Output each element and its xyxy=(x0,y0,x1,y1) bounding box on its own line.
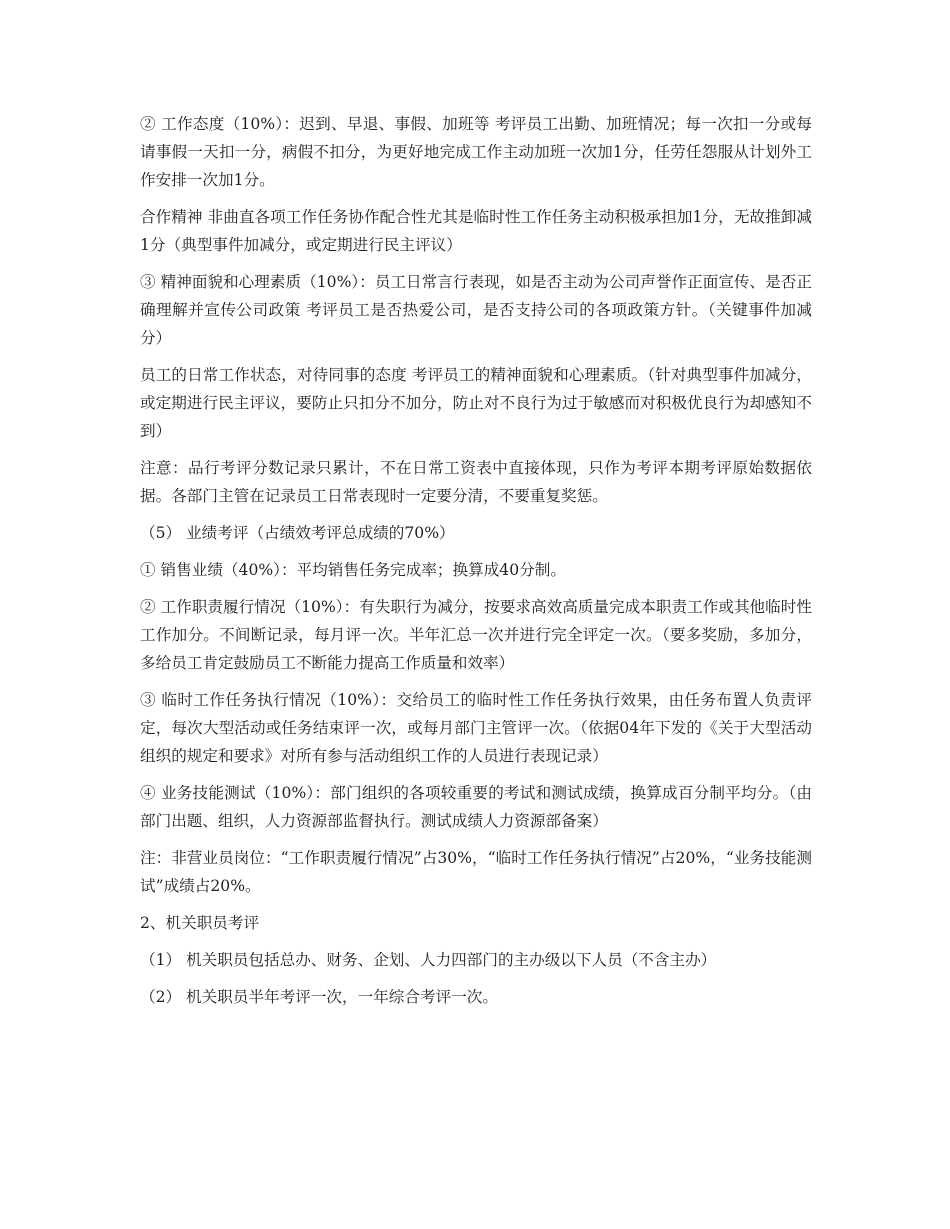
paragraph-staff-frequency: （2） 机关职员半年考评一次，一年综合考评一次。 xyxy=(140,988,498,1006)
paragraph-sales-performance: ① 销售业绩（40%）：平均销售任务完成率；换算成40分制。 xyxy=(140,561,566,579)
document-body xyxy=(140,110,812,1020)
paragraph-note-non-sales: 注：非营业员岗位：“工作职责履行情况”占30%，“临时工作任务执行情况”占20%，“业务技能测试”成绩占20%。 xyxy=(140,849,812,895)
paragraph-staff-scope: （1） 机关职员包括总办、财务、企划、人力四部门的主办级以下人员（不含主办） xyxy=(140,951,717,969)
paragraph-skill-test: ④ 业务技能测试（10%）：部门组织的各项较重要的考试和测试成绩，换算成百分制平均分。（由部门出题、组织，人力资源部监督执行。测试成绩人力资源部备案） xyxy=(140,784,812,830)
paragraph-temporary-tasks: ③ 临时工作任务执行情况（10%）：交给员工的临时性工作任务执行效果，由任务布置人负责评定，每次大型活动或任务结束评一次，或每月部门主管评一次。（依据04年下发的《关于大型活动组织的规定和要求》对所有参与活动组织工作的人员进行表现记录） xyxy=(140,691,812,765)
paragraph-note-conduct: 注意：品行考评分数记录只累计，不在日常工资表中直接体现，只作为考评本期考评原始数据依据。各部门主管在记录员工日常表现时一定要分清，不要重复奖惩。 xyxy=(140,459,812,505)
paragraph-duty-fulfillment: ② 工作职责履行情况（10%）：有失职行为减分，按要求高效高质量完成本职责工作或其他临时性工作加分。不间断记录，每月评一次。半年汇总一次并进行完全评定一次。（要多奖励，多加分，多给员工肯定鼓励员工不断能力提高工作质量和效率） xyxy=(140,598,812,672)
paragraph-cooperation: 合作精神 非曲直各项工作任务协作配合性尤其是临时性工作任务主动积极承担加1分，无故推卸减1分（典型事件加减分，或定期进行民主评议） xyxy=(140,208,812,254)
section-heading-staff-evaluation: 2、机关职员考评 xyxy=(140,914,260,932)
paragraph-work-attitude: ② 工作态度（10%）：迟到、早退、事假、加班等 考评员工出勤、加班情况；每一次扣一分或每请事假一天扣一分，病假不扣分，为更好地完成工作主动加班一次加1分，任劳任怨服从计划外工作安排一次加1分。 xyxy=(140,115,812,189)
paragraph-spirit-mentality: ③ 精神面貌和心理素质（10%）：员工日常言行表现，如是否主动为公司声誉作正面宣传、是否正确理解并宣传公司政策 考评员工是否热爱公司，是否支持公司的各项政策方针。（关键事件加减分） xyxy=(140,273,812,347)
paragraph-performance-heading: （5） 业绩考评（占绩效考评总成绩的70%） xyxy=(140,524,455,542)
paragraph-daily-state: 员工的日常工作状态，对待同事的态度 考评员工的精神面貌和心理素质。（针对典型事件加减分，或定期进行民主评议，要防止只扣分不加分，防止对不良行为过于敏感而对积极优良行为却感知不到） xyxy=(140,366,812,440)
